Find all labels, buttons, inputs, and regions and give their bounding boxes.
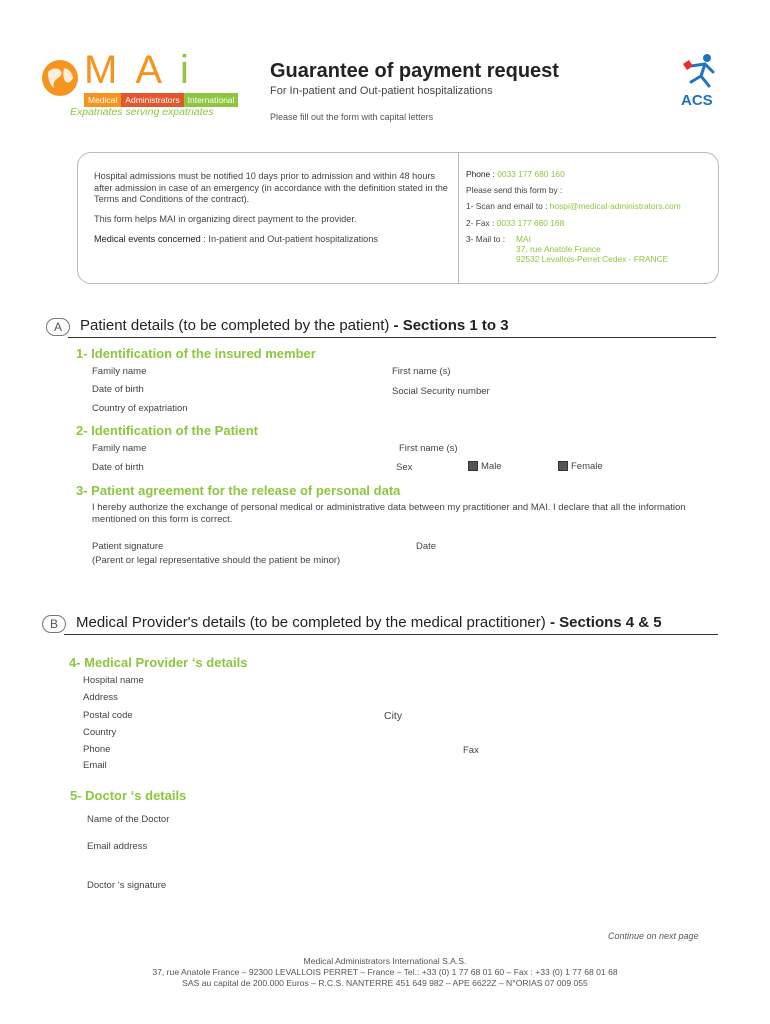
insured-first-name-label: First name (s) <box>392 366 451 377</box>
mail-label: 3- Mail to : <box>466 234 506 244</box>
info-box-divider <box>458 153 459 283</box>
mail-address-line-3: 92532 Levallois-Perret Cedex - FRANCE <box>516 254 669 264</box>
country-label: Country <box>83 727 117 738</box>
fax-line <box>466 218 716 228</box>
mail-line <box>466 234 716 264</box>
part-a-title-main: Patient details <box>80 317 175 334</box>
part-a-title-sections: - Sections 1 to 3 <box>393 317 509 334</box>
part-b-title-sections: - Sections 4 & 5 <box>549 614 662 631</box>
female-label: Female <box>571 461 603 472</box>
patient-sex-label: Sex <box>396 462 413 473</box>
fax-label-provider: Fax <box>463 745 479 756</box>
email-label-provider: Email <box>83 760 107 771</box>
page-subtitle: For In-patient and Out-patient hospitalizations <box>270 85 493 97</box>
insured-ssn-label: Social Security number <box>392 386 490 397</box>
female-checkbox[interactable] <box>558 461 568 471</box>
acs-logo <box>675 52 725 118</box>
city-label: City <box>384 710 403 722</box>
insured-family-name-label: Family name <box>92 366 147 377</box>
insured-dob-label: Date of birth <box>92 384 144 395</box>
sex-female-option[interactable] <box>558 461 603 472</box>
mail-address-line-1: MAI <box>516 234 531 244</box>
section-3-title: 3- Patient agreement for the release of personal data <box>76 483 401 498</box>
logo-bar-international: International <box>184 93 239 107</box>
part-a-underline <box>68 337 716 338</box>
logo-letter-m: M <box>84 48 136 92</box>
patient-first-name-label: First name (s) <box>399 443 458 454</box>
part-b-title <box>76 614 662 631</box>
phone-label-provider: Phone <box>83 744 111 755</box>
section-1-title: 1- Identification of the insured member <box>76 346 316 361</box>
hospital-name-label: Hospital name <box>83 675 144 686</box>
runner-icon <box>679 52 723 92</box>
form-instruction: Please fill out the form with capital letters <box>270 112 434 122</box>
consent-text: I hereby authorize the exchange of personal medical or administrative data between my practitioner and MAI. I declare that all the information mentioned on this form is correct. <box>92 502 686 525</box>
fax-label: 2- Fax : <box>466 218 495 228</box>
footer <box>0 956 770 989</box>
phone-line <box>466 169 716 179</box>
patient-dob-label: Date of birth <box>92 462 144 473</box>
section-4-title: 4- Medical Provider ‘s details <box>69 655 248 670</box>
medical-events-label: Medical events concerned <box>94 234 201 244</box>
mai-logo <box>40 50 240 120</box>
scan-label: 1- Scan and email to : <box>466 201 550 211</box>
phone-label: Phone : <box>466 169 498 179</box>
male-checkbox[interactable] <box>468 461 478 471</box>
logo-tagline: Expatriates serving expatriates <box>70 106 214 118</box>
continue-note: Continue on next page <box>608 931 699 941</box>
info-box <box>77 152 719 284</box>
medical-events-note <box>94 234 450 246</box>
part-a-title <box>80 317 509 334</box>
address-label: Address <box>83 692 118 703</box>
doctor-name-label: Name of the Doctor <box>87 814 170 825</box>
sex-male-option[interactable] <box>468 461 502 472</box>
part-a-title-note: (to be completed by the patient) <box>174 317 394 334</box>
phone-number: 0033 177 680 160 <box>497 169 565 179</box>
section-2-title: 2- Identification of the Patient <box>76 423 259 438</box>
postal-code-label: Postal code <box>83 710 133 721</box>
doctor-signature-label: Doctor ‘s signature <box>87 880 167 891</box>
patient-signature-note: (Parent or legal representative should the patient be minor) <box>92 555 341 566</box>
footer-registration: SAS au capital de 200.000 Euros – R.C.S. NANTERRE 451 649 982 – APE 6622Z – N°ORIAS 07 009 055 <box>182 978 588 988</box>
logo-letter-i: i <box>180 48 207 92</box>
page-title: Guarantee of payment request <box>270 60 559 82</box>
mail-address-line-2: 37, rue Anatole France <box>516 244 601 254</box>
part-b-underline <box>64 634 718 635</box>
scan-line <box>466 201 716 211</box>
doctor-email-label: Email address <box>87 841 148 852</box>
patient-date-label: Date <box>416 541 437 552</box>
acs-label: ACS <box>681 92 713 109</box>
part-b-badge: B <box>42 615 66 633</box>
globe-icon <box>40 58 80 98</box>
contact-email-link[interactable]: hospi@medical-administrators.com <box>549 201 681 211</box>
male-label: Male <box>481 461 502 472</box>
logo-bar-administrators: Administrators <box>121 93 183 107</box>
section-5-title: 5- Doctor ‘s details <box>70 788 187 803</box>
part-b-title-main: Medical Provider's details <box>76 614 246 631</box>
logo-letter-a: A <box>135 48 181 92</box>
logo-bar-medical: Medical <box>84 93 121 107</box>
part-b-title-note: (to be completed by the medical practitioner) <box>245 614 550 631</box>
patient-family-name-label: Family name <box>92 443 147 454</box>
fax-number: 0033 177 680 168 <box>496 218 565 228</box>
footer-address: 37, rue Anatole France – 92300 LEVALLOIS PERRET – France – Tel.: +33 (0) 1 77 68 01 60 – Fax : +33 (0) 1 77 68 01 68 <box>152 967 618 977</box>
direct-payment-note: This form helps MAI in organizing direct payment to the provider. <box>94 213 357 224</box>
medical-events-value: : In-patient and Out-patient hospitalizations <box>200 234 378 244</box>
footer-company: Medical Administrators International S.A.S. <box>303 956 467 966</box>
insured-country-label: Country of expatriation <box>92 403 188 414</box>
send-instruction: Please send this form by : <box>466 185 563 195</box>
patient-signature-label: Patient signature <box>92 541 164 552</box>
part-a-badge: A <box>46 318 70 336</box>
admission-notice: Hospital admissions must be notified 10 days prior to admission and within 48 hours after admission in case of an emergency (in accordance with the definition stated in the Terms and Conditions of the contract). <box>94 171 448 204</box>
